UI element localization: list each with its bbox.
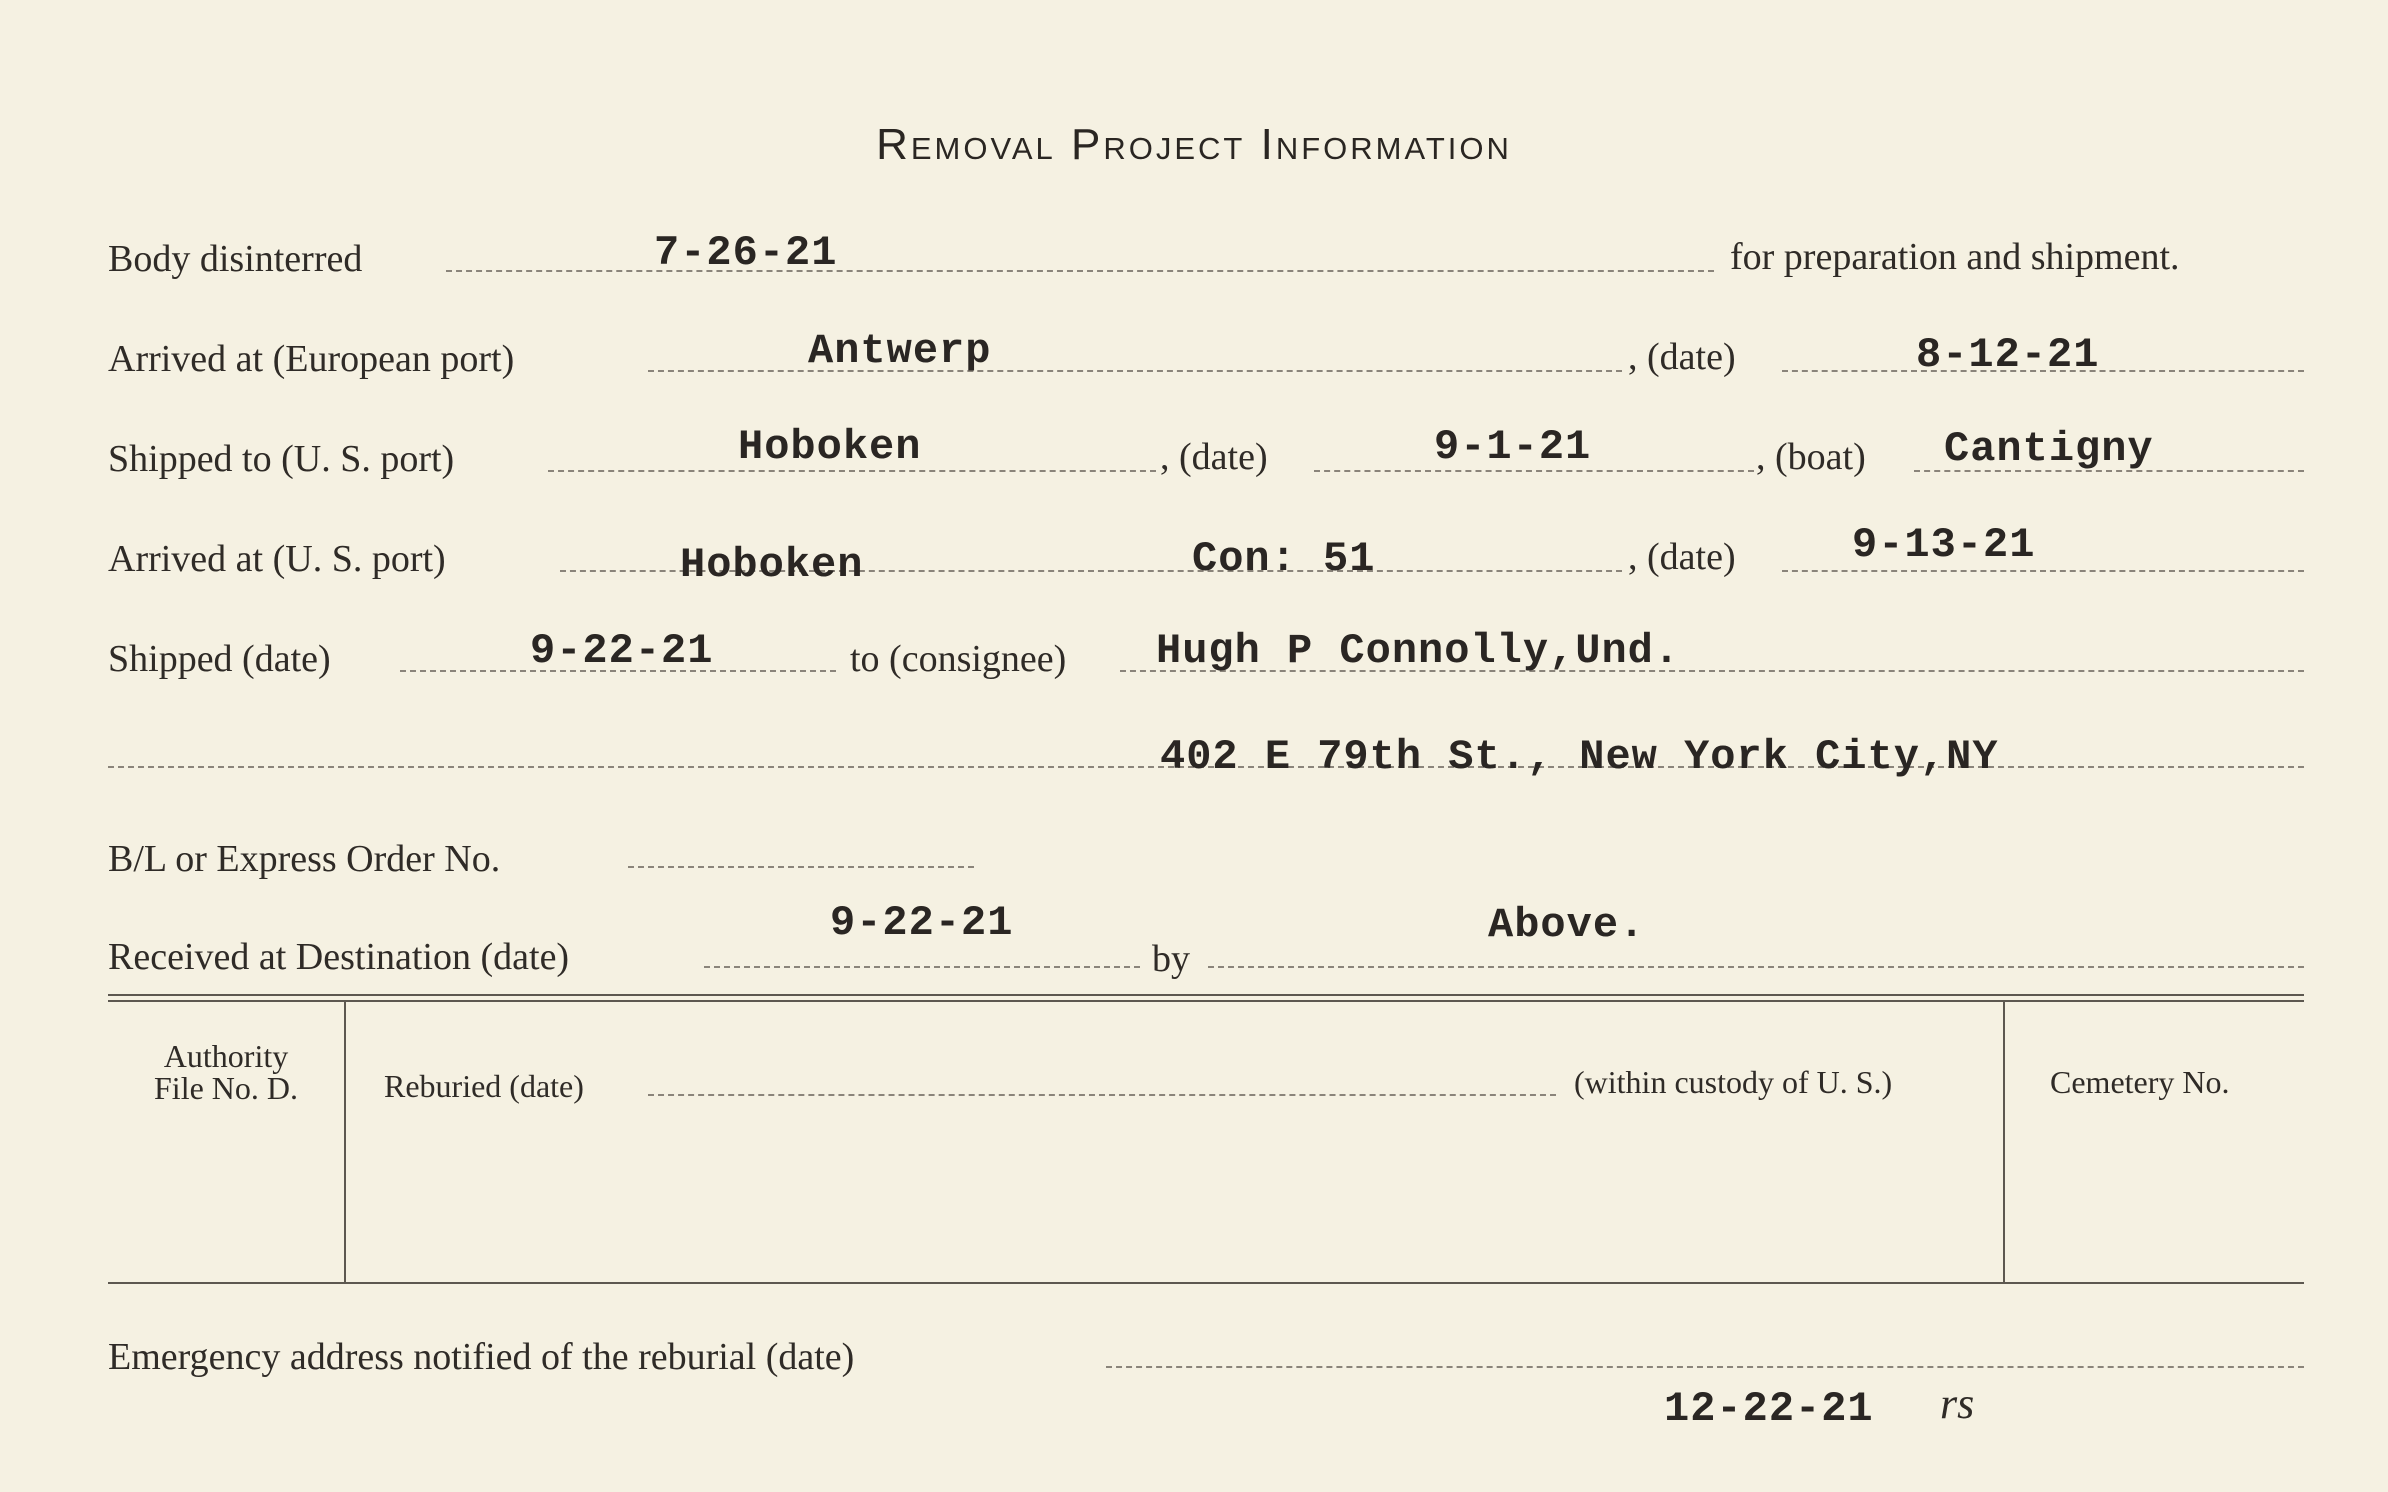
arrived-europe-port: Antwerp	[808, 327, 992, 375]
table-bottom-rule	[108, 1282, 2304, 1284]
received-label: Received at Destination (date)	[108, 936, 570, 978]
table-divider-right	[2003, 1002, 2005, 1282]
arrived-us-port: Hoboken	[680, 541, 864, 589]
shipped-to-boat-label: , (boat)	[1756, 436, 1866, 478]
handwritten-initials: rs	[1940, 1379, 1975, 1428]
reburied-label: Reburied (date)	[384, 1068, 584, 1104]
arrived-us-date-label: , (date)	[1628, 536, 1736, 578]
arrived-europe-date-label: , (date)	[1628, 336, 1736, 378]
cemetery-label: Cemetery No.	[2050, 1064, 2230, 1100]
bl-line	[628, 866, 974, 868]
arrived-us-date: 9-13-21	[1852, 521, 2036, 569]
arrived-europe-line	[648, 370, 1622, 372]
card-title: Removal Project Information	[876, 120, 1512, 169]
arrived-us-label: Arrived at (U. S. port)	[108, 538, 446, 580]
shipped-to-date-label: , (date)	[1160, 436, 1268, 478]
emergency-label: Emergency address notified of the reburial (date)	[108, 1336, 855, 1378]
emergency-line	[1106, 1366, 2304, 1368]
shipped-to-boat: Cantigny	[1944, 425, 2154, 473]
arrived-us-con: Con: 51	[1192, 535, 1376, 583]
disinterred-label: Body disinterred	[108, 238, 363, 280]
shipped-label: Shipped (date)	[108, 638, 331, 680]
shipped-to-date: 9-1-21	[1434, 423, 1592, 471]
disinterred-date: 7-26-21	[654, 229, 838, 277]
shipped-to-port: Hoboken	[738, 423, 922, 471]
authority-label-2: File No. D.	[154, 1070, 298, 1106]
consignee-address: 402 E 79th St., New York City,NY	[1160, 733, 1999, 781]
table-top-rule-2	[108, 1000, 2304, 1002]
arrived-us-date-line	[1782, 570, 2304, 572]
disinterred-line	[446, 270, 1714, 272]
authority-label-1: Authority	[163, 1038, 289, 1074]
received-date: 9-22-21	[830, 899, 1014, 947]
arrived-europe-date: 8-12-21	[1916, 331, 2100, 379]
received-by-label: by	[1152, 938, 1190, 980]
disinterred-suffix: for preparation and shipment.	[1730, 236, 2180, 278]
consignee-name: Hugh P Connolly,Und.	[1156, 627, 1681, 675]
table-top-rule-1	[108, 994, 2304, 996]
consignee-label: to (consignee)	[850, 638, 1067, 680]
bl-label: B/L or Express Order No.	[108, 838, 501, 880]
received-line	[704, 966, 1140, 968]
received-by: Above.	[1488, 901, 1646, 949]
table-divider-left	[344, 1002, 346, 1282]
reburied-line	[648, 1094, 1556, 1096]
shipped-date: 9-22-21	[530, 627, 714, 675]
received-by-line	[1208, 966, 2304, 968]
emergency-date: 12-22-21	[1664, 1385, 1874, 1433]
custody-label: (within custody of U. S.)	[1574, 1064, 1893, 1100]
shipped-to-label: Shipped to (U. S. port)	[108, 438, 455, 480]
arrived-europe-label: Arrived at (European port)	[108, 338, 515, 380]
